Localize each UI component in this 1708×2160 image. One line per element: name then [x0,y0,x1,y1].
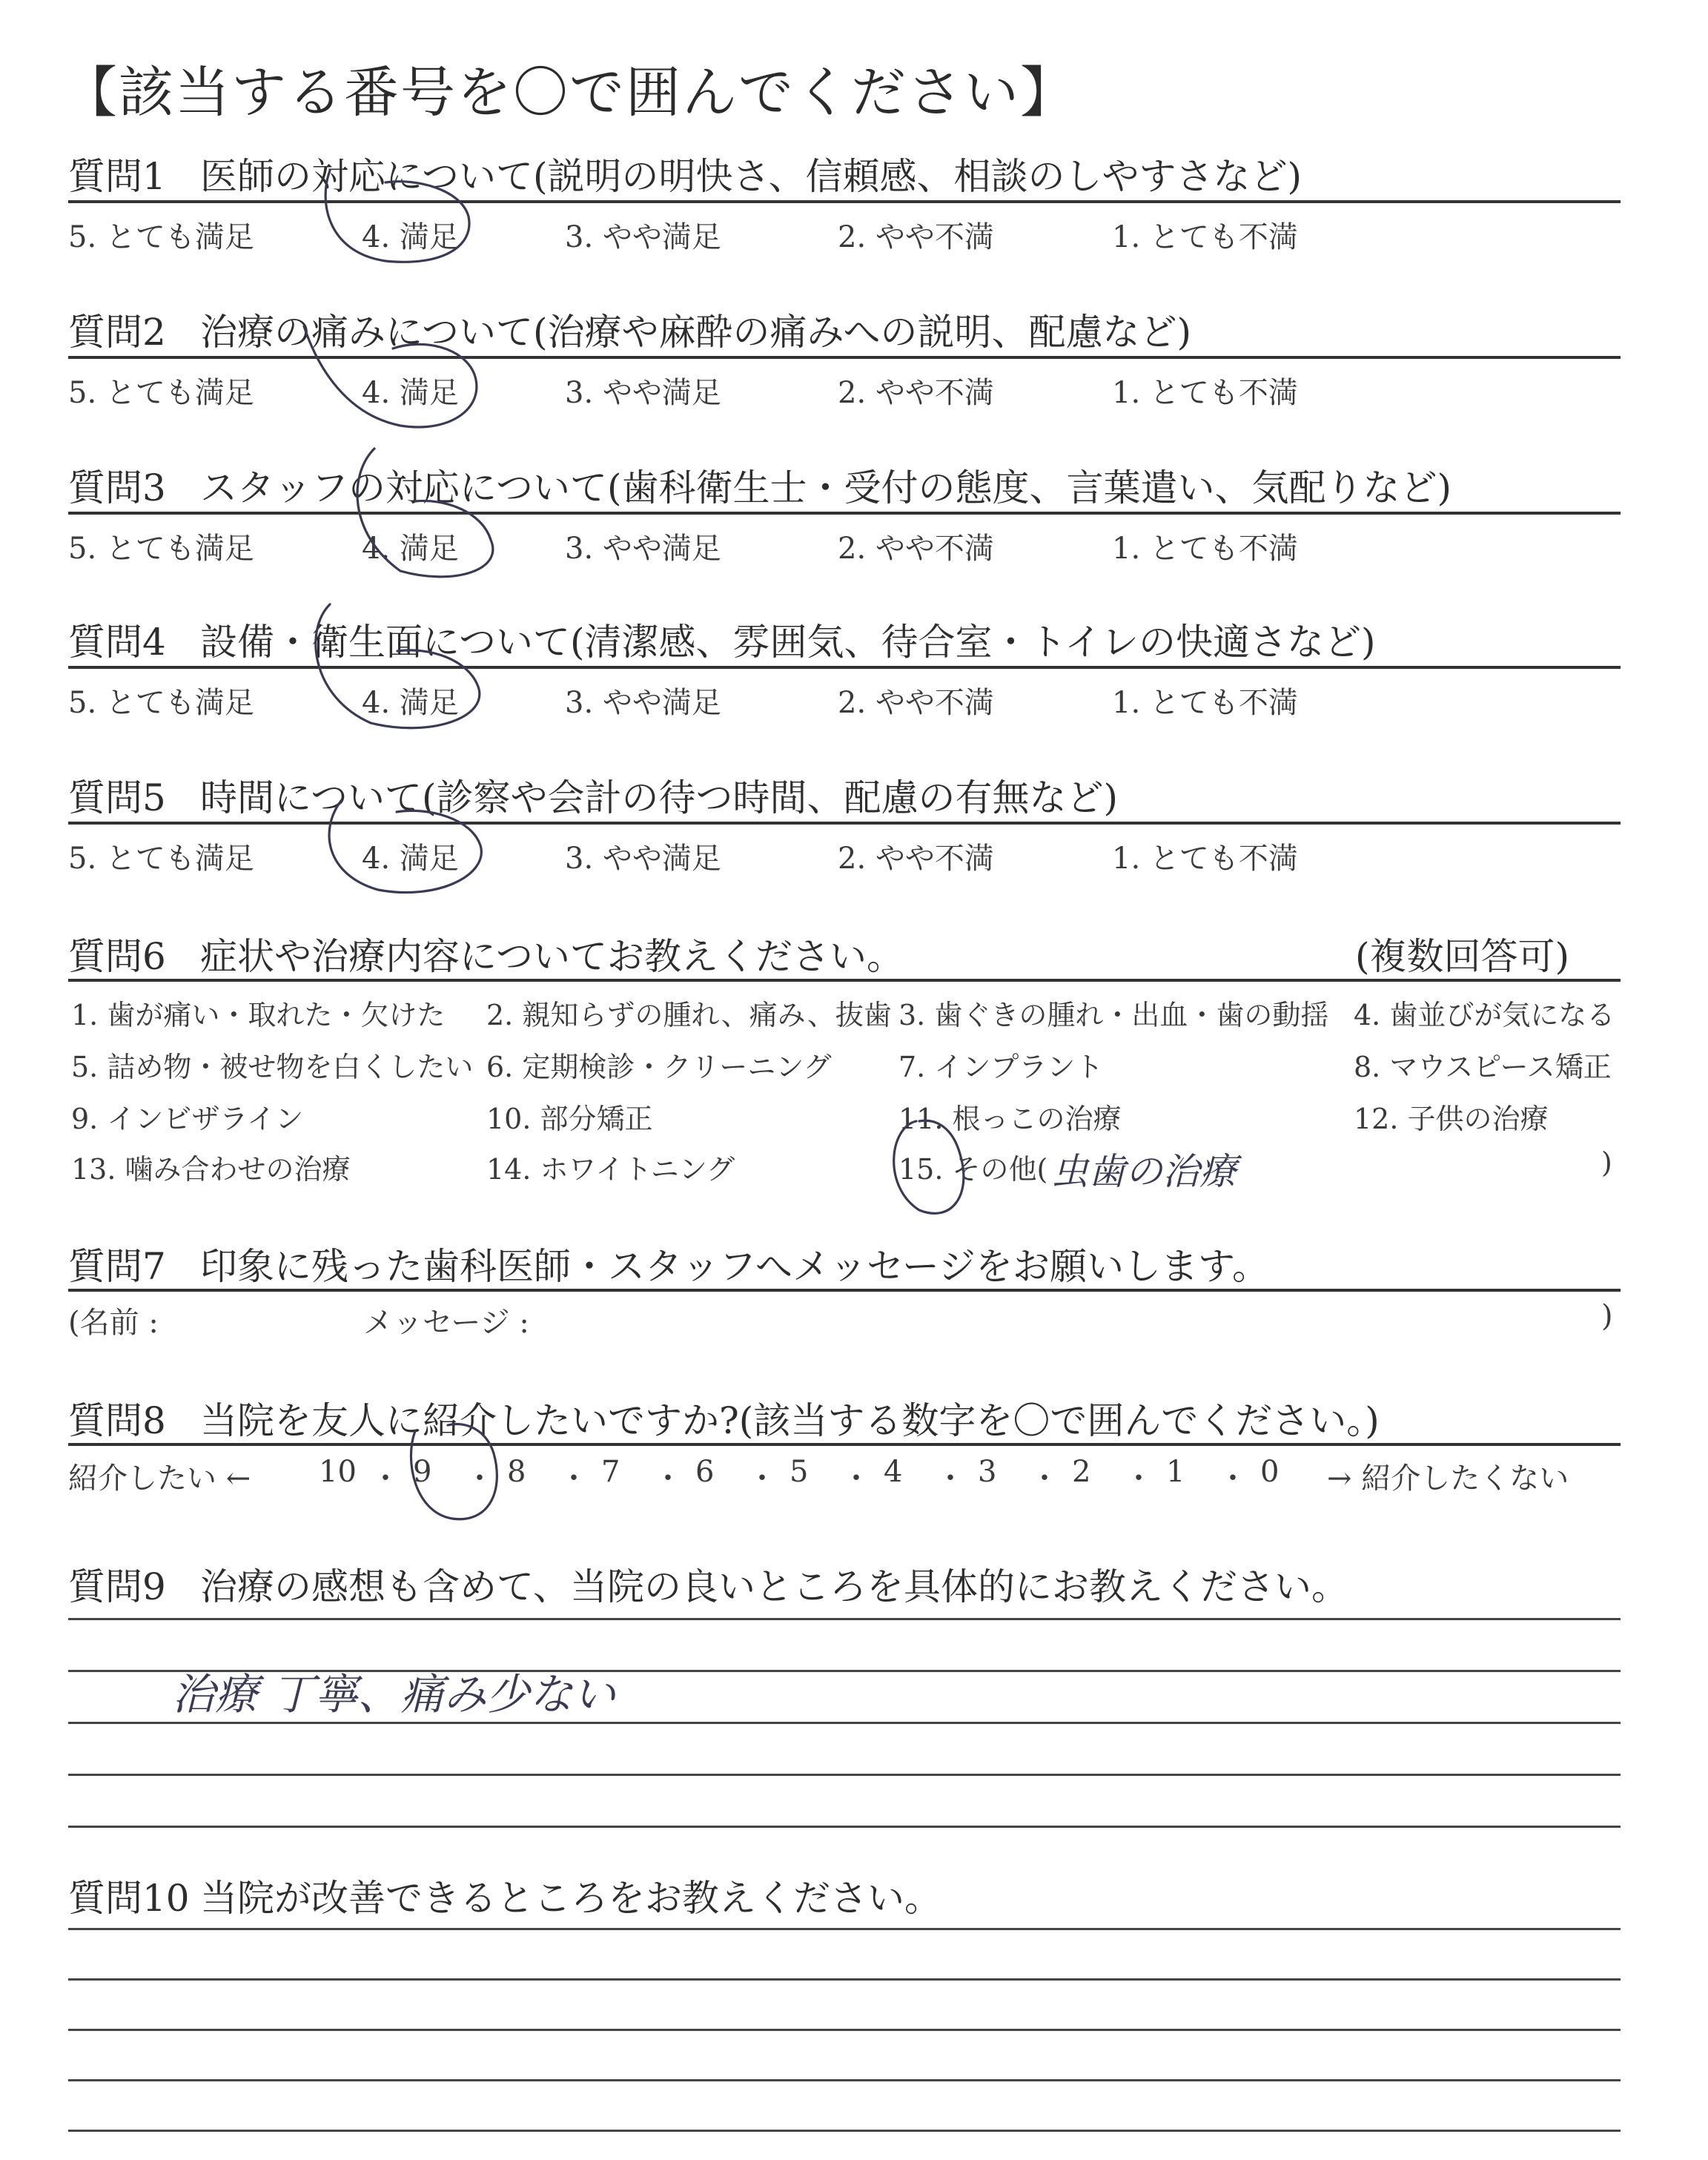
q6-option-7[interactable]: 7. インプラント [898,1051,1104,1083]
q6-other-answer[interactable]: 虫歯の治療 [1051,1150,1237,1193]
q6-option-9[interactable]: 9. インビザライン [71,1103,304,1135]
q10-answer-line [68,1928,1621,1930]
q4-option-2[interactable]: 2. やや不満 [838,686,994,720]
q2-option-1[interactable]: 1. とても不満 [1112,376,1298,410]
q5-option-5[interactable]: 5. とても満足 [68,842,254,876]
q10-answer-line [68,2029,1621,2031]
q6-option-8[interactable]: 8. マウスピース矯正 [1354,1051,1612,1083]
q9-label: 質問9 [68,1565,166,1608]
q7-text: 印象に残った歯科医師・スタッフへメッセージをお願いします。 [200,1245,1269,1288]
q2-label: 質問2 [68,311,166,354]
q8-rule [68,1443,1621,1446]
q2-option-2[interactable]: 2. やや不満 [838,376,994,410]
q10-answer-line [68,2079,1621,2081]
q8-label: 質問8 [68,1399,166,1442]
q4-label: 質問4 [68,621,166,664]
q3-option-1[interactable]: 1. とても不満 [1112,532,1298,566]
q9-answer-line [68,1826,1621,1828]
q9-text: 治療の感想も含めて、当院の良いところを具体的にお教えください。 [200,1565,1348,1608]
q6-option-12[interactable]: 12. 子供の治療 [1354,1103,1549,1135]
q1-text: 医師の対応について(説明の明快さ、信頼感、相談のしやすさなど) [200,155,1302,198]
q8-score-2[interactable]: 2 [1072,1455,1091,1489]
q8-separator-dot: ・ [841,1462,871,1496]
q6-option-11[interactable]: 11. 根っこの治療 [898,1103,1122,1135]
q8-score-0[interactable]: 0 [1260,1455,1280,1489]
q10-text: 当院が改善できるところをお教えください。 [200,1877,941,1920]
q1-option-5[interactable]: 5. とても満足 [68,220,254,254]
q2-rule [68,356,1621,359]
q8-score-6[interactable]: 6 [695,1455,715,1489]
q8-separator-dot: ・ [1218,1462,1248,1496]
q7-name-label: (名前 : [68,1306,159,1340]
q8-separator-dot: ・ [1124,1462,1153,1496]
q9-answer-line [68,1774,1621,1776]
q5-option-3[interactable]: 3. やや満足 [565,842,721,876]
q4-rule [68,666,1621,669]
q5-text: 時間について(診察や会計の待つ時間、配慮の有無など) [200,776,1119,819]
q1-option-2[interactable]: 2. やや不満 [838,220,994,254]
q1-option-4[interactable]: 4. 満足 [362,220,459,254]
q3-option-5[interactable]: 5. とても満足 [68,532,254,566]
q3-rule [68,512,1621,515]
q5-label: 質問5 [68,776,166,819]
q8-separator-dot: ・ [653,1462,683,1496]
q8-separator-dot: ・ [559,1462,589,1496]
q3-label: 質問3 [68,466,166,509]
q6-option-3[interactable]: 3. 歯ぐきの腫れ・出血・歯の動揺 [898,999,1329,1031]
q8-separator-dot: ・ [465,1462,494,1496]
q7-label: 質問7 [68,1245,166,1288]
q6-option-1[interactable]: 1. 歯が痛い・取れた・欠けた [71,999,446,1031]
q5-rule [68,822,1621,825]
q4-option-4[interactable]: 4. 満足 [362,686,459,720]
q8-score-3[interactable]: 3 [978,1455,997,1489]
q8-separator-dot: ・ [371,1462,400,1496]
q6-option-5[interactable]: 5. 詰め物・被せ物を白くしたい [71,1051,474,1083]
q7-close-paren: ) [1601,1299,1613,1333]
q8-separator-dot: ・ [747,1462,777,1496]
q4-text: 設備・衛生面について(清潔感、雰囲気、待合室・トイレの快適さなど) [200,621,1376,664]
q6-note: (複数回答可) [1355,935,1570,978]
q2-option-3[interactable]: 3. やや満足 [565,376,721,410]
q2-text: 治療の痛みについて(治療や麻酔の痛みへの説明、配慮など) [200,311,1192,354]
q6-option-2[interactable]: 2. 親知らずの腫れ、痛み、抜歯 [486,999,892,1031]
q8-score-1[interactable]: 1 [1166,1455,1185,1489]
q6-option-13[interactable]: 13. 噛み合わせの治療 [71,1153,351,1186]
q3-option-4[interactable]: 4. 満足 [362,532,459,566]
q6-option-6[interactable]: 6. 定期検診・クリーニング [486,1051,832,1083]
q8-right-label: → 紹介したくない [1327,1462,1569,1496]
q9-answer-line [68,1618,1621,1620]
q6-other-close-paren: ) [1601,1146,1612,1179]
q8-separator-dot: ・ [936,1462,965,1496]
form-title: 【該当する番号を〇で囲んでください】 [62,61,1076,125]
q2-option-5[interactable]: 5. とても満足 [68,376,254,410]
q1-option-3[interactable]: 3. やや満足 [565,220,721,254]
q6-option-15[interactable]: 15. その他( [898,1153,1048,1186]
q3-option-2[interactable]: 2. やや不満 [838,532,994,566]
q4-option-5[interactable]: 5. とても満足 [68,686,254,720]
q5-option-1[interactable]: 1. とても不満 [1112,842,1298,876]
q3-option-3[interactable]: 3. やや満足 [565,532,721,566]
q10-answer-line [68,1978,1621,1981]
q10-label: 質問10 [68,1877,190,1920]
q8-score-4[interactable]: 4 [884,1455,903,1489]
q7-message-label: メッセージ : [363,1306,529,1340]
q6-text: 症状や治療内容についてお教えください。 [200,935,904,978]
q4-option-1[interactable]: 1. とても不満 [1112,686,1298,720]
q1-rule [68,200,1621,203]
q8-separator-dot: ・ [1030,1462,1059,1496]
q8-text: 当院を友人に紹介したいですか?(該当する数字を〇で囲んでください。) [200,1399,1380,1442]
q6-option-4[interactable]: 4. 歯並びが気になる [1354,999,1615,1031]
q8-score-7[interactable]: 7 [601,1455,620,1489]
q8-left-label: 紹介したい ← [68,1462,251,1496]
q6-label: 質問6 [68,935,166,978]
q7-rule [68,1289,1621,1292]
q3-text: スタッフの対応について(歯科衛生士・受付の態度、言葉遣い、気配りなど) [200,466,1452,509]
q10-answer-line [68,2130,1621,2132]
q6-rule [68,979,1621,982]
q8-score-5[interactable]: 5 [790,1455,809,1489]
q2-option-4[interactable]: 4. 満足 [362,376,459,410]
q8-score-10[interactable]: 10 [319,1455,357,1489]
q1-option-1[interactable]: 1. とても不満 [1112,220,1298,254]
q9-handwritten-answer[interactable]: 治療 丁寧、痛み少ない [172,1669,616,1720]
q8-score-9[interactable]: 9 [413,1455,432,1489]
q5-option-2[interactable]: 2. やや不満 [838,842,994,876]
q5-option-4[interactable]: 4. 満足 [362,842,459,876]
q9-answer-line [68,1722,1621,1724]
q8-score-8[interactable]: 8 [507,1455,526,1489]
q4-option-3[interactable]: 3. やや満足 [565,686,721,720]
q6-option-14[interactable]: 14. ホワイトニング [486,1153,735,1186]
q1-label: 質問1 [68,155,166,198]
q6-option-10[interactable]: 10. 部分矯正 [486,1103,653,1135]
